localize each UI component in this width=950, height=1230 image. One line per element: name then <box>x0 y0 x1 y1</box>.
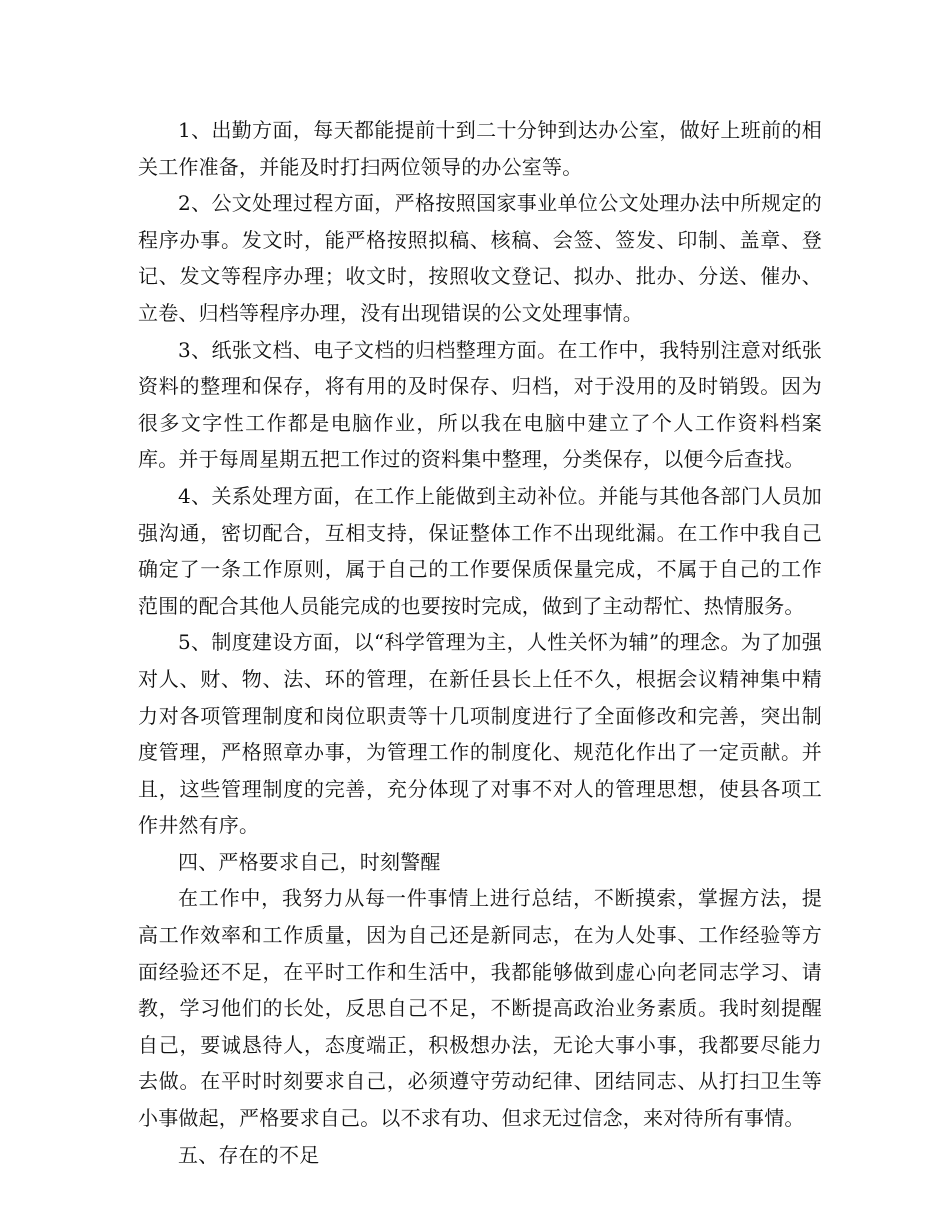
paragraph-document-processing: 2、公文处理过程方面，严格按照国家事业单位公文处理办法中所规定的程序办事。发文时，能严格按照拟稿、核稿、会签、签发、印制、盖章、登记、发文等程序办理；收文时，按照收文登记、拟办、批办、分送、催办、立卷、归档等程序办理，没有出现错误的公文处理事情。 <box>138 191 822 325</box>
section-heading-four: 四、严格要求自己，时刻警醒 <box>178 849 441 874</box>
paragraph-system-building: 5、制度建设方面，以“科学管理为主，人性关怀为辅”的理念。为了加强对人、财、物、法、环的管理，在新任县长上任不久，根据会议精神集中精力对各项管理制度和岗位职责等十几项制度进行了全面修改和完善，突出制度管理，严格照章办事，为管理工作的制度化、规范化作出了一定贡献。并且，这些管理制度的完善，充分体现了对事不对人的管理思想，使县各项工作井然有序。 <box>138 630 822 838</box>
paragraph-archiving: 3、纸张文档、电子文档的归档整理方面。在工作中，我特别注意对纸张资料的整理和保存，将有用的及时保存、归档，对于没用的及时销毁。因为很多文字性工作都是电脑作业，所以我在电脑中建立了个人工作资料档案库。并于每周星期五把工作过的资料集中整理，分类保存，以便今后查找。 <box>138 337 822 472</box>
paragraph-self-discipline: 在工作中，我努力从每一件事情上进行总结，不断摸索，掌握方法，提高工作效率和工作质量，因为自己还是新同志，在为人处事、工作经验等方面经验还不足，在平时工作和生活中，我都能够做到虚心向老同志学习、请教，学习他们的长处，反思自己不足，不断提高政治业务素质。我时刻提醒自己，要诚恳待人，态度端正，积极想办法，无论大事小事，我都要尽能力去做。在平时时刻要求自己，必须遵守劳动纪律、团结同志、从打扫卫生等小事做起，严格要求自己。以不求有功、但求无过信念，来对待所有事情。 <box>138 886 822 1131</box>
paragraph-attendance: 1、出勤方面，每天都能提前十到二十分钟到达办公室，做好上班前的相关工作准备，并能及时打扫两位领导的办公室等。 <box>138 118 822 179</box>
section-heading-five: 五、存在的不足 <box>178 1142 320 1167</box>
document-body <box>138 112 822 1173</box>
paragraph-relations: 4、关系处理方面，在工作上能做到主动补位。并能与其他各部门人员加强沟通，密切配合，互相支持，保证整体工作不出现纰漏。在工作中我自己确定了一条工作原则，属于自己的工作要保质保量完成，不属于自己的工作范围的配合其他人员能完成的也要按时完成，做到了主动帮忙、热情服务。 <box>138 483 822 618</box>
